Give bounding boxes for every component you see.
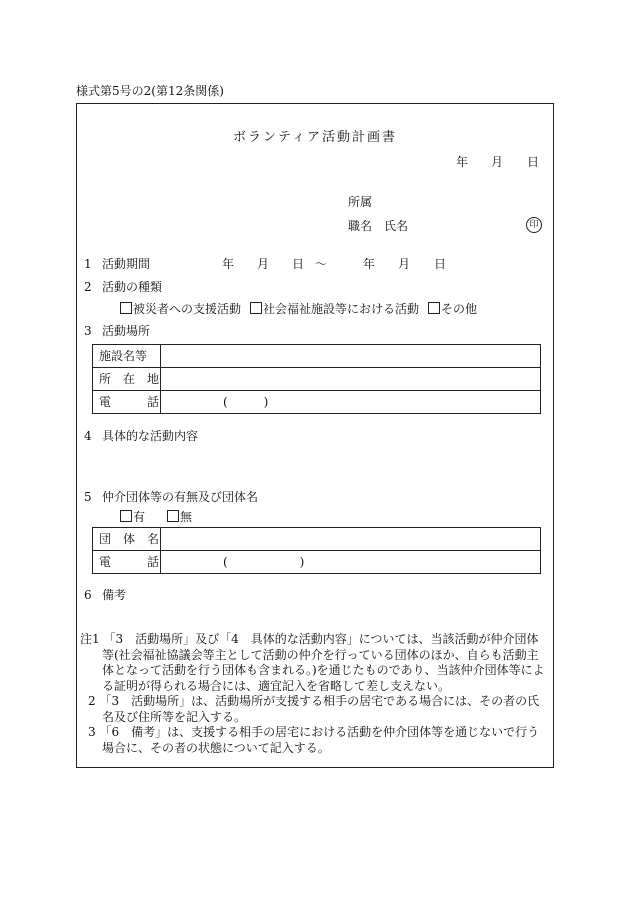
section-4-number: 4 — [84, 429, 92, 443]
note-1: 注1 「3 活動場所」及び「4 具体的な活動内容」については、当該活動が仲介団体等(社会福祉協議会等主として活動の仲介を行っている団体のほか、自らも活動主体となって活動を行う団体も含まれる。)を通じたものであり、当該仲介団体等による証明が得られる場合には、適宜記入を省略して差し支えない。 — [80, 632, 545, 693]
organization-phone-label: 電 話 — [93, 551, 161, 574]
option-welfare-facility[interactable]: 社会福祉施設等における活動 — [250, 302, 419, 316]
period-start-year: 年 — [222, 257, 235, 271]
position-name-label: 職名 氏名 — [348, 219, 409, 233]
section-1-number: 1 — [84, 257, 92, 271]
phone-paren: ( ) — [223, 395, 269, 409]
date-month-label: 月 — [491, 155, 504, 169]
period-end-month: 月 — [398, 257, 411, 271]
date-day-label: 日 — [527, 155, 540, 169]
seal-mark: 印 — [526, 217, 542, 233]
section-2-label: 活動の種類 — [102, 280, 163, 294]
section-2-number: 2 — [84, 280, 92, 294]
table-row — [93, 528, 541, 551]
intermediary-table — [92, 527, 541, 574]
note-2: 2 「3 活動場所」は、活動場所が支援する相手の居宅である場合には、その者の氏名及び住所等を記入する。 — [88, 694, 540, 724]
address-label: 所 在 地 — [93, 368, 161, 391]
checkbox-icon[interactable] — [428, 302, 440, 314]
checkbox-icon[interactable] — [250, 302, 262, 314]
note-3: 3 「6 備考」は、支援する相手の居宅における活動を仲介団体等を通じないで行う場合に、その者の状態について記入する。 — [88, 725, 540, 755]
section-5-number: 5 — [84, 490, 92, 504]
checkbox-icon[interactable] — [120, 302, 132, 314]
table-row — [93, 368, 541, 391]
notes-block — [80, 632, 550, 756]
period-end-day: 日 — [434, 257, 447, 271]
section-3-label: 活動場所 — [102, 324, 151, 338]
facility-name-label: 施設名等 — [93, 345, 161, 368]
location-phone-label: 電 話 — [93, 391, 161, 414]
date-year-label: 年 — [456, 155, 469, 169]
organization-name-field[interactable] — [161, 528, 541, 551]
option-other[interactable]: その他 — [428, 302, 477, 316]
period-start-month: 月 — [257, 257, 270, 271]
section-5-label: 仲介団体等の有無及び団体名 — [102, 490, 259, 504]
affiliation-label: 所属 — [348, 195, 373, 209]
section-3-number: 3 — [84, 324, 92, 338]
section-6-number: 6 — [84, 588, 92, 602]
option-intermediary-no[interactable]: 無 — [167, 510, 192, 524]
facility-name-field[interactable] — [161, 345, 541, 368]
table-row — [93, 391, 541, 414]
table-row — [93, 551, 541, 574]
document-title: ボランティア活動計画書 — [233, 130, 397, 145]
option-disaster-support[interactable]: 被災者への支援活動 — [120, 302, 241, 316]
checkbox-icon[interactable] — [167, 510, 179, 522]
location-phone-field[interactable] — [161, 391, 541, 414]
section-1-label: 活動期間 — [102, 257, 151, 271]
period-start-day: 日 — [292, 257, 305, 271]
organization-name-label: 団 体 名 — [93, 528, 161, 551]
period-tilde: ～ — [315, 257, 328, 271]
section-4-label: 具体的な活動内容 — [102, 429, 199, 443]
activity-location-table — [92, 344, 541, 414]
address-field[interactable] — [161, 368, 541, 391]
form-number-label: 様式第5号の2(第12条関係) — [76, 84, 224, 98]
table-row — [93, 345, 541, 368]
section-6-label: 備考 — [102, 588, 127, 602]
period-end-year: 年 — [363, 257, 376, 271]
option-intermediary-yes[interactable]: 有 — [120, 510, 145, 524]
organization-phone-field[interactable] — [161, 551, 541, 574]
phone-paren: ( ) — [223, 555, 305, 569]
checkbox-icon[interactable] — [120, 510, 132, 522]
